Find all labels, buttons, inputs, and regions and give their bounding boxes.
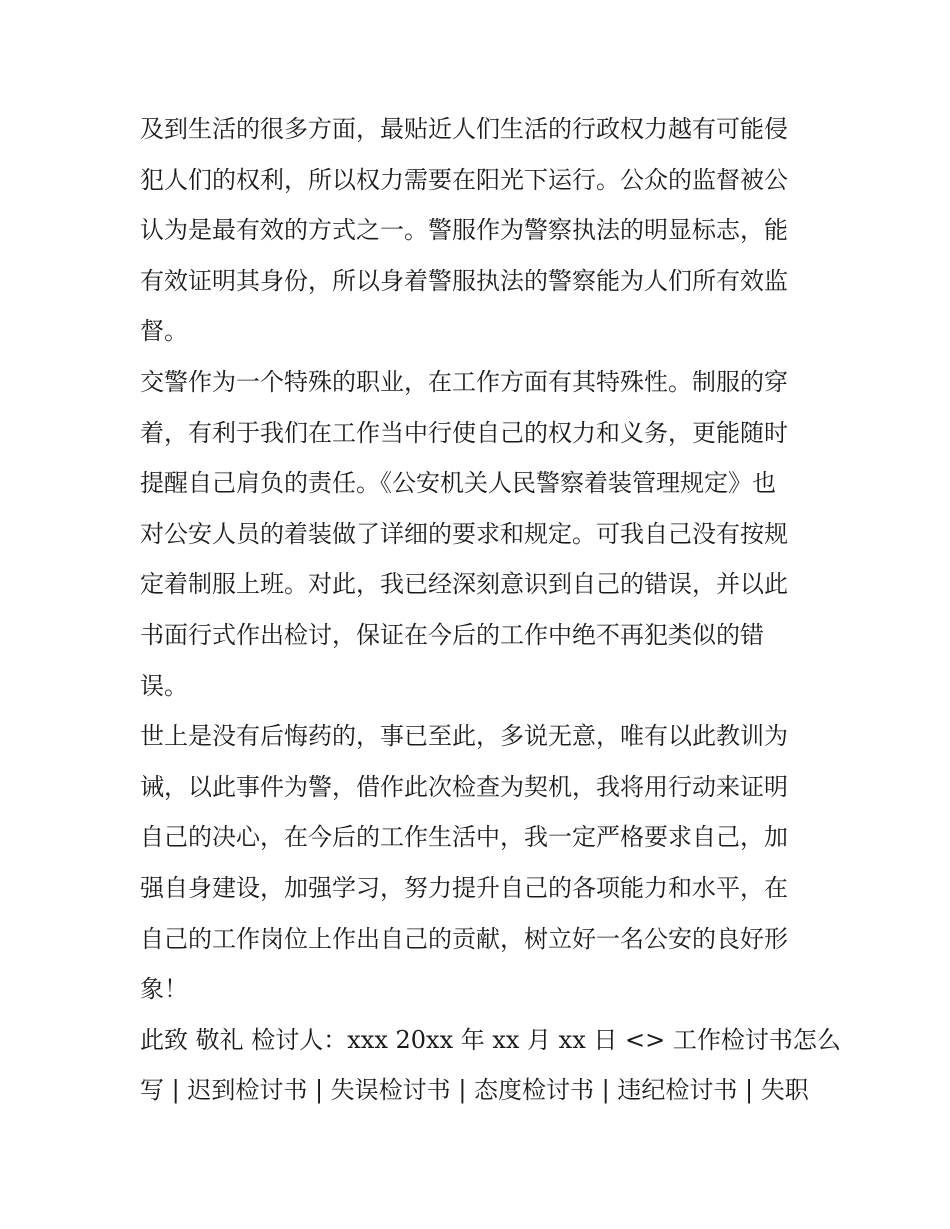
text-line: 及到生活的很多方面，最贴近人们生活的行政权力越有可能侵: [140, 115, 788, 143]
text-line: 定着制服上班。对此，我已经深刻意识到自己的错误，并以此: [140, 570, 788, 599]
text-line: 督。: [140, 317, 188, 346]
text-line: 有效证明其身份，所以身着警服执法的警察能为人们所有效监: [140, 266, 788, 295]
text-line: 诫，以此事件为警，借作此次检查为契机，我将用行动来证明: [140, 772, 788, 801]
text-line: 强自身建设，加强学习，努力提升自己的各项能力和水平，在: [140, 873, 788, 902]
text-line: 世上是没有后悔药的，事已至此，多说无意，唯有以此教训为: [140, 722, 788, 751]
text-line: 误。: [140, 671, 188, 700]
text-line: 交警作为一个特殊的职业，在工作方面有其特殊性。制服的穿: [140, 367, 788, 396]
text-line: 写 | 迟到检讨书 | 失误检讨书 | 态度检讨书 | 违纪检讨书 | 失职: [140, 1076, 809, 1105]
text-line: 认为是最有效的方式之一。警服作为警察执法的明显标志，能: [140, 216, 788, 245]
text-line: 书面行式作出检讨，保证在今后的工作中绝不再犯类似的错: [140, 620, 764, 649]
text-line: 象！: [140, 975, 188, 1004]
text-line: 此致 敬礼 检讨人：xxx 20xx 年 xx 月 xx 日 <> 工作检讨书怎么: [140, 1025, 841, 1054]
text-line: 自己的工作岗位上作出自己的贡献，树立好一名公安的良好形: [140, 924, 788, 953]
document-body: [140, 104, 841, 1116]
text-line: 犯人们的权利，所以权力需要在阳光下运行。公众的监督被公: [140, 165, 788, 194]
text-line: 对公安人员的着装做了详细的要求和规定。可我自己没有按规: [140, 519, 788, 548]
text-line: 着，有利于我们在工作当中行使自己的权力和义务，更能随时: [140, 418, 788, 447]
text-line: 自己的决心，在今后的工作生活中，我一定严格要求自己，加: [140, 823, 788, 852]
text-line: 提醒自己肩负的责任。《公安机关人民警察着装管理规定》也: [140, 469, 776, 498]
